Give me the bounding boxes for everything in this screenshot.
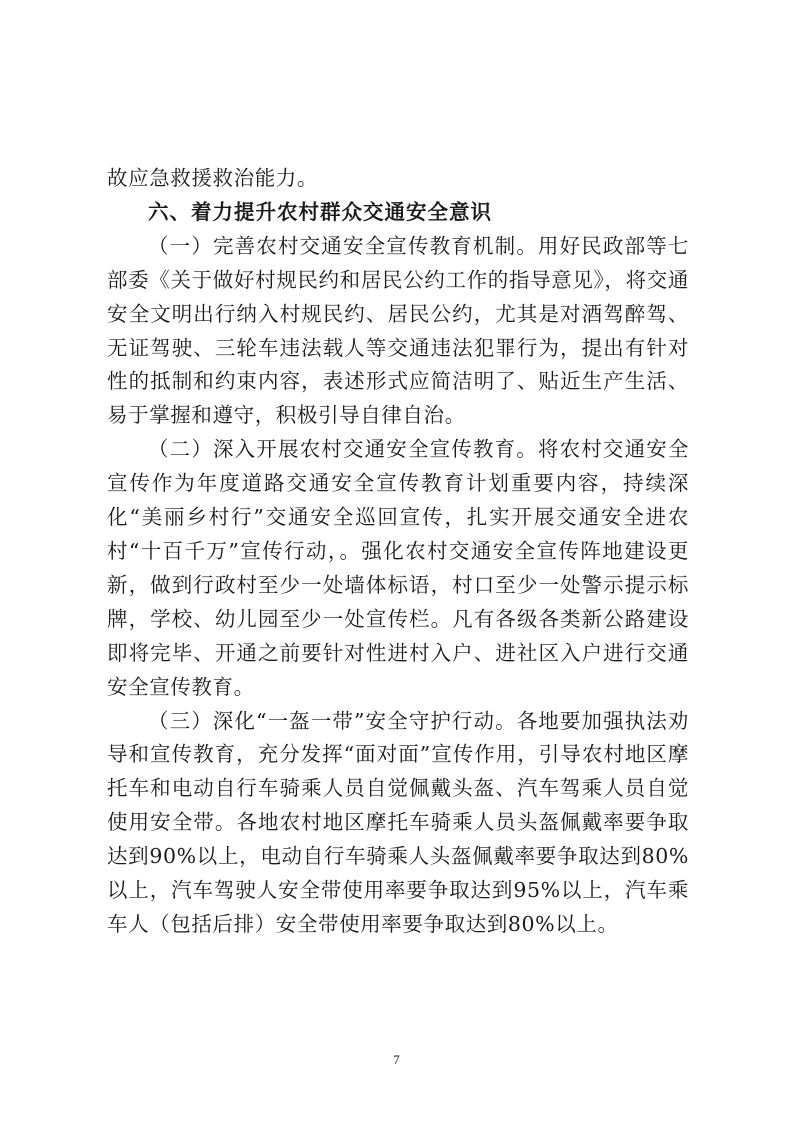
document-body [107, 162, 689, 942]
paragraph-item-1: （一）完善农村交通安全宣传教育机制。用好民政部等七部委《关于做好村规民约和居民公约工作的指导意见》，将交通安全文明出行纳入村规民约、居民公约，尤其是对酒驾醉驾、无证驾驶、三轮车违法载人等交通违法犯罪行为，提出有针对性的抵制和约束内容，表述形式应简洁明了、贴近生产生活、易于掌握和遵守，积极引导自律自治。 [107, 233, 689, 428]
page-number: 7 [393, 1052, 400, 1067]
paragraph-item-3: （三）深化“一盔一带”安全守护行动。各地要加强执法劝导和宣传教育，充分发挥“面对面”宣传作用，引导农村地区摩托车和电动自行车骑乘人员自觉佩戴头盔、汽车驾乘人员自觉使用安全带。各地农村地区摩托车骑乘人员头盔佩戴率要争取达到90%以上，电动自行车骑乘人头盔佩戴率要争取达到80%以上，汽车驾驶人安全带使用率要争取达到95%以上，汽车乘车人（包括后排）安全带使用率要争取达到80%以上。 [107, 708, 689, 936]
section-heading: 六、着力提升农村群众交通安全意识 [148, 199, 492, 224]
paragraph-item-2: （二）深入开展农村交通安全宣传教育。将农村交通安全宣传作为年度道路交通安全宣传教育计划重要内容，持续深化“美丽乡村行”交通安全巡回宣传，扎实开展交通安全进农村“十百千万”宣传行动，。强化农村交通安全宣传阵地建设更新，做到行政村至少一处墙体标语，村口至少一处警示提示标牌，学校、幼儿园至少一处宣传栏。凡有各级各类新公路建设即将完毕、开通之前要针对性进村入户、进社区入户进行交通安全宣传教育。 [107, 437, 689, 699]
paragraph-continuation: 故应急救援救治能力。 [107, 166, 318, 190]
